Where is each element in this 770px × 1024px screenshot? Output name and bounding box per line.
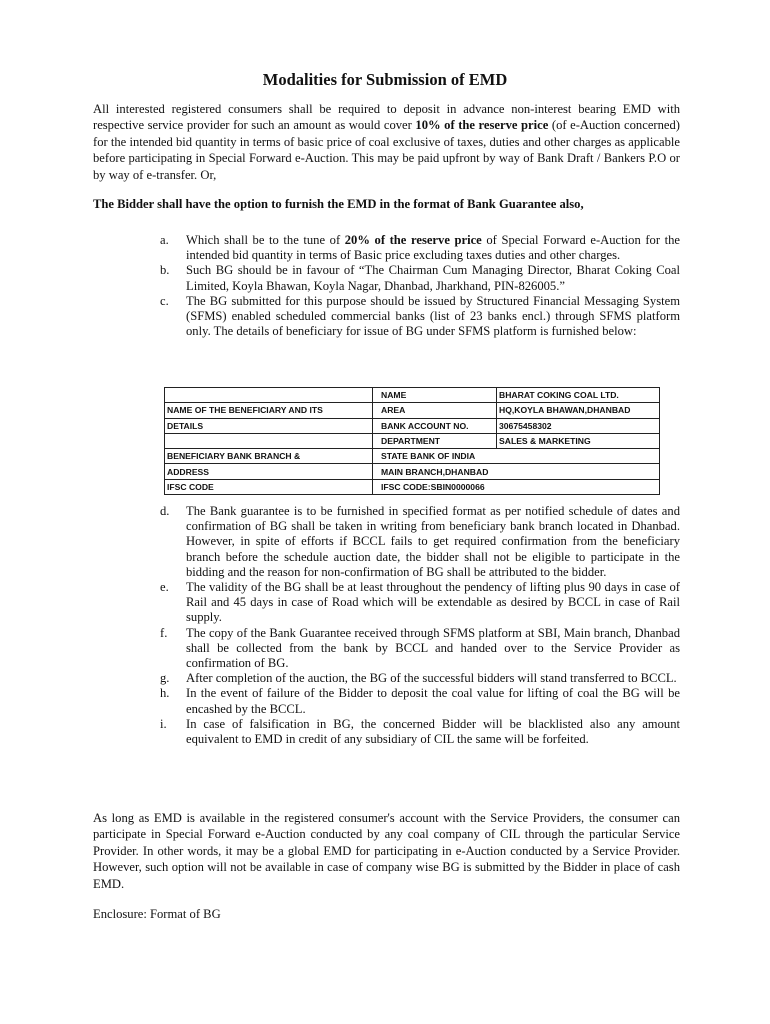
table-cell: BANK ACCOUNT NO. xyxy=(373,418,497,433)
list-marker: i. xyxy=(160,716,167,731)
beneficiary-table xyxy=(164,387,660,495)
list-item-i xyxy=(160,717,680,747)
list-marker: h. xyxy=(160,686,170,701)
table-cell: IFSC CODE xyxy=(165,479,373,494)
item-g-text: After completion of the auction, the BG of the successful bidders will stand transferred to BCCL. xyxy=(186,671,677,686)
list-marker: g. xyxy=(160,671,170,686)
item-b-text: Such BG should be in favour of “The Chairman Cum Managing Director, Bharat Coking Coal Limited, Koyla Bhawan, Koyla Nagar, Dhanbad, Jharkhand, PIN-826005.” xyxy=(186,263,680,293)
item-i-text: In case of falsification in BG, the concerned Bidder will be blacklisted also any amount equivalent to EMD in credit of any subsidiary of CIL the same will be forfeited. xyxy=(186,716,680,747)
table-cell: AREA xyxy=(373,403,497,418)
intro-text-end: (of e-Auction concerned) for the intended bid quantity in terms of basic price of coal exclusive of taxes, duties and other charges as applicable before participating in Special Forward e-Auction. This may be paid upfront by way of Bank Draft / Bankers P.O or by way of e-transfer. Or, xyxy=(93,118,680,182)
table-cell: NAME xyxy=(373,388,497,403)
table-cell: NAME OF THE BENEFICIARY AND ITS xyxy=(165,403,373,418)
list-item-c xyxy=(160,294,680,340)
table-row xyxy=(165,433,660,448)
list-second xyxy=(160,504,680,747)
table-row xyxy=(165,449,660,464)
table-cell: DETAILS xyxy=(165,418,373,433)
item-h-text: In the event of failure of the Bidder to deposit the coal value for lifting of coal the BG will be encashed by the BCCL. xyxy=(186,686,680,716)
list-item-b xyxy=(160,263,680,293)
closing-paragraph: As long as EMD is available in the registered consumer's account with the Service Providers, the consumer can participate in Special Forward e-Auction conducted by any coal company of CIL through the particular Service Provider. In other words, it may be a global EMD for participating in e-Auction conducted by a Service Provider. However, such option will not be available in case of company wise BG is submitted by the Bidder in place of cash EMD. xyxy=(93,811,680,891)
list-marker: f. xyxy=(160,625,168,640)
table-cell: BENEFICIARY BANK BRANCH & xyxy=(165,449,373,464)
list-item-g xyxy=(160,671,680,686)
table-cell: 30675458302 xyxy=(497,418,660,433)
item-a-text-start: Which shall be to the tune of xyxy=(186,233,345,247)
item-c-text: The BG submitted for this purpose should be issued by Structured Financial Messaging System (SFMS) enabled scheduled commercial banks (list of 23 banks encl.) through SFMS platform only. The details of beneficiary for issue of BG under SFMS platform is furnished below: xyxy=(186,293,680,339)
table-cell xyxy=(165,433,373,448)
table-cell: MAIN BRANCH,DHANBAD xyxy=(373,464,660,479)
table-cell: SALES & MARKETING xyxy=(497,433,660,448)
table-cell: STATE BANK OF INDIA xyxy=(373,449,660,464)
item-a-bold-text: 20% of the reserve price xyxy=(344,233,482,247)
list-first xyxy=(160,233,680,339)
item-a-text-end: of Special Forward e-Auction for the intended bid quantity in terms of Basic price excluding taxes duties and other charges. xyxy=(186,233,680,263)
item-f-text: The copy of the Bank Guarantee received through SFMS platform at SBI, Main branch, Dhanbad shall be collected from the bank by BCCL and handed over to the Service Provider as confirmation of BG. xyxy=(186,625,680,671)
table-row xyxy=(165,403,660,418)
table-row xyxy=(165,418,660,433)
list-marker: d. xyxy=(160,504,170,518)
intro-text-start: All interested registered consumers shall be required to deposit in advance non-interest bearing EMD with respective service provider for such an amount as would cover xyxy=(93,102,680,133)
list-item-e xyxy=(160,580,680,626)
intro-paragraph xyxy=(93,101,680,183)
list-marker: c. xyxy=(160,293,169,308)
list-marker: a. xyxy=(160,233,169,247)
table-cell xyxy=(165,388,373,403)
item-d-text: The Bank guarantee is to be furnished in specified format as per notified schedule of dates and confirmation of BG shall be taken in writing from beneficiary bank branch located in Dhanbad. However, in spite of efforts if BCCL fails to get required confirmation from the beneficiary branch before the schedule auction date, the bidder shall not be eligible to participate in the bidding and the reason for non-confirmation of BG shall be attributed to the bidder. xyxy=(186,504,680,579)
table-row xyxy=(165,479,660,494)
page-title: Modalities for Submission of EMD xyxy=(262,70,508,89)
item-e-text: The validity of the BG shall be at least throughout the pendency of lifting plus 90 days in case of Rail and 45 days in case of Road which will be extendable as desired by BCCL in case of Rail supply. xyxy=(186,580,680,625)
option-heading: The Bidder shall have the option to furnish the EMD in the format of Bank Guarantee also, xyxy=(93,197,584,211)
table-cell: BHARAT COKING COAL LTD. xyxy=(497,388,660,403)
table-cell: IFSC CODE:SBIN0000066 xyxy=(373,479,660,494)
list-item-d xyxy=(160,504,680,580)
list-marker: e. xyxy=(160,580,169,595)
intro-bold-text: 10% of the reserve price xyxy=(415,118,549,133)
list-item-f xyxy=(160,626,680,672)
table-cell: HQ,KOYLA BHAWAN,DHANBAD xyxy=(497,403,660,418)
list-item-h xyxy=(160,686,680,716)
table-cell: ADDRESS xyxy=(165,464,373,479)
list-item-a xyxy=(160,233,680,263)
table-row xyxy=(165,388,660,403)
table-row xyxy=(165,464,660,479)
list-marker: b. xyxy=(160,263,170,278)
table-cell: DEPARTMENT xyxy=(373,433,497,448)
enclosure-line: Enclosure: Format of BG xyxy=(93,907,221,921)
